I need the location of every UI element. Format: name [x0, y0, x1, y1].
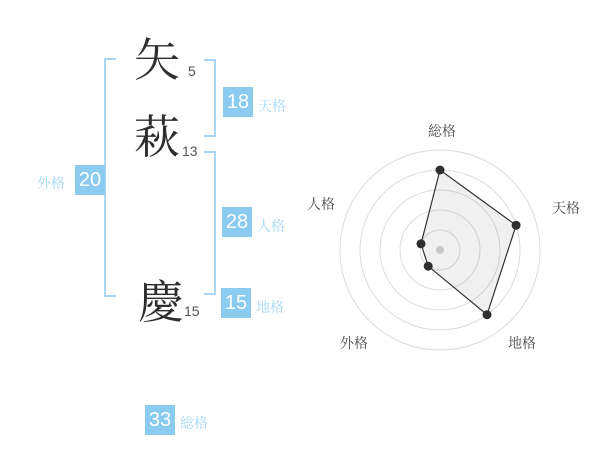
kanji-char-3: 慶: [138, 276, 184, 328]
gaikaku-bracket: [104, 58, 116, 297]
radar-data-point: [424, 262, 433, 271]
tenkaku-bracket: [204, 59, 216, 137]
chikaku-value-box: 15: [221, 288, 251, 318]
radar-axis-label-tenkaku: 天格: [552, 200, 580, 216]
radar-axis-label-chikaku: 地格: [508, 335, 536, 351]
radar-data-point: [436, 166, 445, 175]
radar-chart: [290, 110, 590, 370]
gaikaku-value-box: 20: [75, 165, 105, 195]
soukaku-label: 総格: [180, 415, 208, 431]
gaikaku-label: 外格: [37, 175, 65, 191]
radar-axis-label-gaikaku: 外格: [340, 335, 368, 351]
radar-data-point: [512, 221, 521, 230]
kanji-char-1: 矢: [134, 34, 180, 86]
radar-polygon: [421, 170, 516, 315]
kanji-char-2: 萩: [134, 111, 180, 163]
radar-data-point: [483, 310, 492, 319]
chikaku-label: 地格: [256, 299, 284, 315]
tenkaku-label: 天格: [258, 98, 286, 114]
soukaku-value-box: 33: [145, 405, 175, 435]
jinkaku-label: 人格: [257, 218, 285, 234]
stroke-count-2: 13: [182, 143, 198, 159]
jinkaku-bracket: [204, 151, 216, 295]
radar-data-point: [417, 239, 426, 248]
radar-center-dot: [436, 246, 444, 254]
radar-axis-label-soukaku: 総格: [428, 123, 456, 139]
stroke-count-3: 15: [184, 303, 200, 319]
jinkaku-value-box: 28: [222, 207, 252, 237]
stroke-count-1: 5: [188, 63, 196, 79]
tenkaku-value-box: 18: [223, 87, 253, 117]
radar-axis-label-jinkaku: 人格: [307, 196, 335, 212]
